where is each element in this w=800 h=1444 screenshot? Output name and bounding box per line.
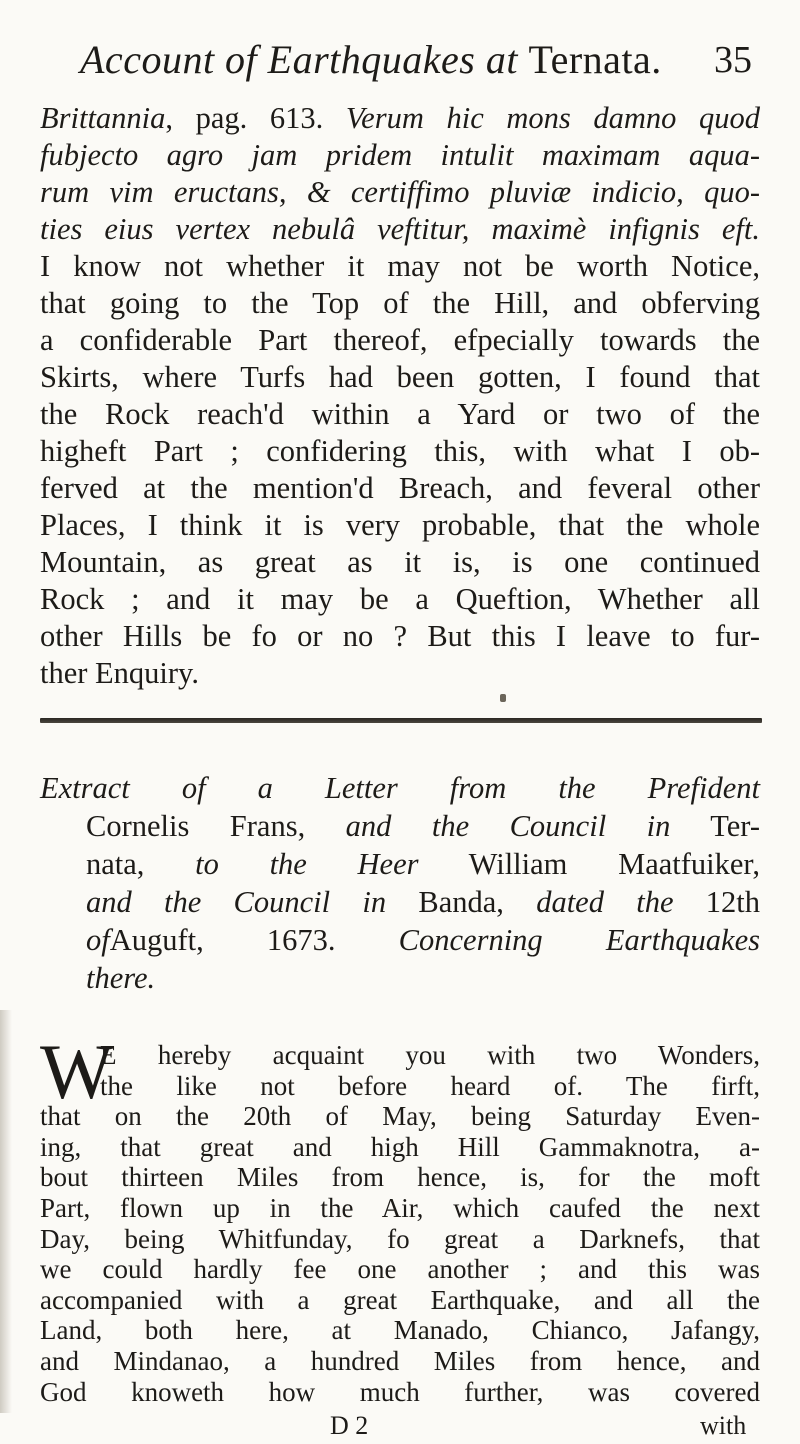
running-title-place: Ternata. [528, 37, 662, 82]
text-line: rum vim eructans, & certiffimo pluviæ indicio, quo- [40, 175, 760, 209]
page-number: 35 [714, 39, 752, 81]
text-line: Part, flown up in the Air, which caufed the next [40, 1193, 760, 1223]
place-name: Banda, [418, 885, 504, 919]
text-line: fubjecto agro jam pridem intulit maximam aqua- [40, 138, 760, 172]
text-line: ing, that great and high Hill Gammaknotra, a- [40, 1131, 760, 1162]
text-line: Skirts, where Turfs had been gotten, I found that [40, 360, 760, 394]
italic-phrase: Verum hic mons damno quod [345, 101, 760, 135]
place-name: nata, [86, 847, 145, 881]
text-line: ties eius vertex nebulâ veftitur, maximè infignis eft. [40, 212, 760, 246]
text-line: God knoweth how much further, was covered [40, 1376, 760, 1407]
page-edge-shadow [0, 1010, 12, 1413]
text-line: ferved at the mention'd Breach, and feveral other [40, 471, 760, 505]
italic-phrase: to the Heer [195, 847, 419, 881]
extract-title-line [86, 846, 760, 883]
text-line: that on the 20th of May, being Saturday Even- [40, 1101, 760, 1132]
text-span: , pag. 613. [165, 101, 324, 135]
italic-phrase: Concerning Earthquakes [398, 923, 760, 957]
text-line: and Mindanao, a hundred Miles from hence, and [40, 1346, 760, 1376]
text-line: Land, both here, at Manado, Chianco, Jafangy, [40, 1315, 760, 1346]
italic-phrase: and the Council in [345, 809, 671, 843]
text-line: accompanied with a great Earthquake, and all the [40, 1284, 760, 1315]
extract-title-line [86, 922, 760, 959]
catchword: with [700, 1411, 747, 1441]
text-line: the Rock reach'd within a Yard or two of the [40, 397, 760, 431]
running-title [80, 36, 662, 83]
italic-word: Brittannia [40, 101, 166, 135]
drop-cap: W [40, 1028, 114, 1115]
text-line: ther Enquiry. [40, 656, 199, 690]
text-line: E hereby acquaint you with two Wonders, [100, 1040, 760, 1070]
extract-title-line: there. [86, 961, 156, 995]
extract-title-line [86, 884, 760, 921]
extract-title-line: Extract of a Letter from the Prefident [40, 771, 760, 805]
text-line: Places, I think it is very probable, that the whole [40, 508, 760, 542]
text-line: a confiderable Part thereof, efpecially towards the [40, 323, 760, 357]
italic-phrase: dated the [536, 885, 674, 919]
date-text: Auguft, 1673. [109, 923, 336, 957]
text-line: Mountain, as great as it is, is one continued [40, 545, 760, 579]
italic-phrase: and the Council in [86, 885, 387, 919]
running-title-italic: Account of Earthquakes at [80, 37, 518, 82]
section-divider-rule [40, 718, 762, 723]
place-name: Ter- [710, 809, 760, 843]
signature-mark: D 2 [330, 1411, 369, 1441]
text-line: Day, being Whitfunday, fo great a Darknefs, that [40, 1223, 760, 1254]
ornament-dot [500, 694, 506, 702]
text-line: I know not whether it may not be worth Notice, [40, 249, 760, 283]
text-line: the like not before heard of. The firft, [100, 1070, 760, 1101]
extract-title-line [86, 808, 760, 845]
text-line [40, 100, 760, 137]
text-line: other Hills be fo or no ? But this I leave to fur- [40, 619, 760, 653]
person-name: Cornelis Frans, [86, 809, 306, 843]
italic-word: of [86, 923, 110, 957]
text-line: that going to the Top of the Hill, and obferving [40, 286, 760, 320]
person-name: William Maatfuiker, [468, 847, 760, 881]
text-line: we could hardly fee one another ; and this was [40, 1254, 760, 1285]
date-text: 12th [705, 885, 760, 919]
text-line: Rock ; and it may be a Queftion, Whether all [40, 582, 760, 616]
text-line: higheft Part ; confidering this, with what I ob- [40, 434, 760, 468]
text-line: bout thirteen Miles from hence, is, for the moft [40, 1162, 760, 1193]
running-header [80, 30, 760, 82]
